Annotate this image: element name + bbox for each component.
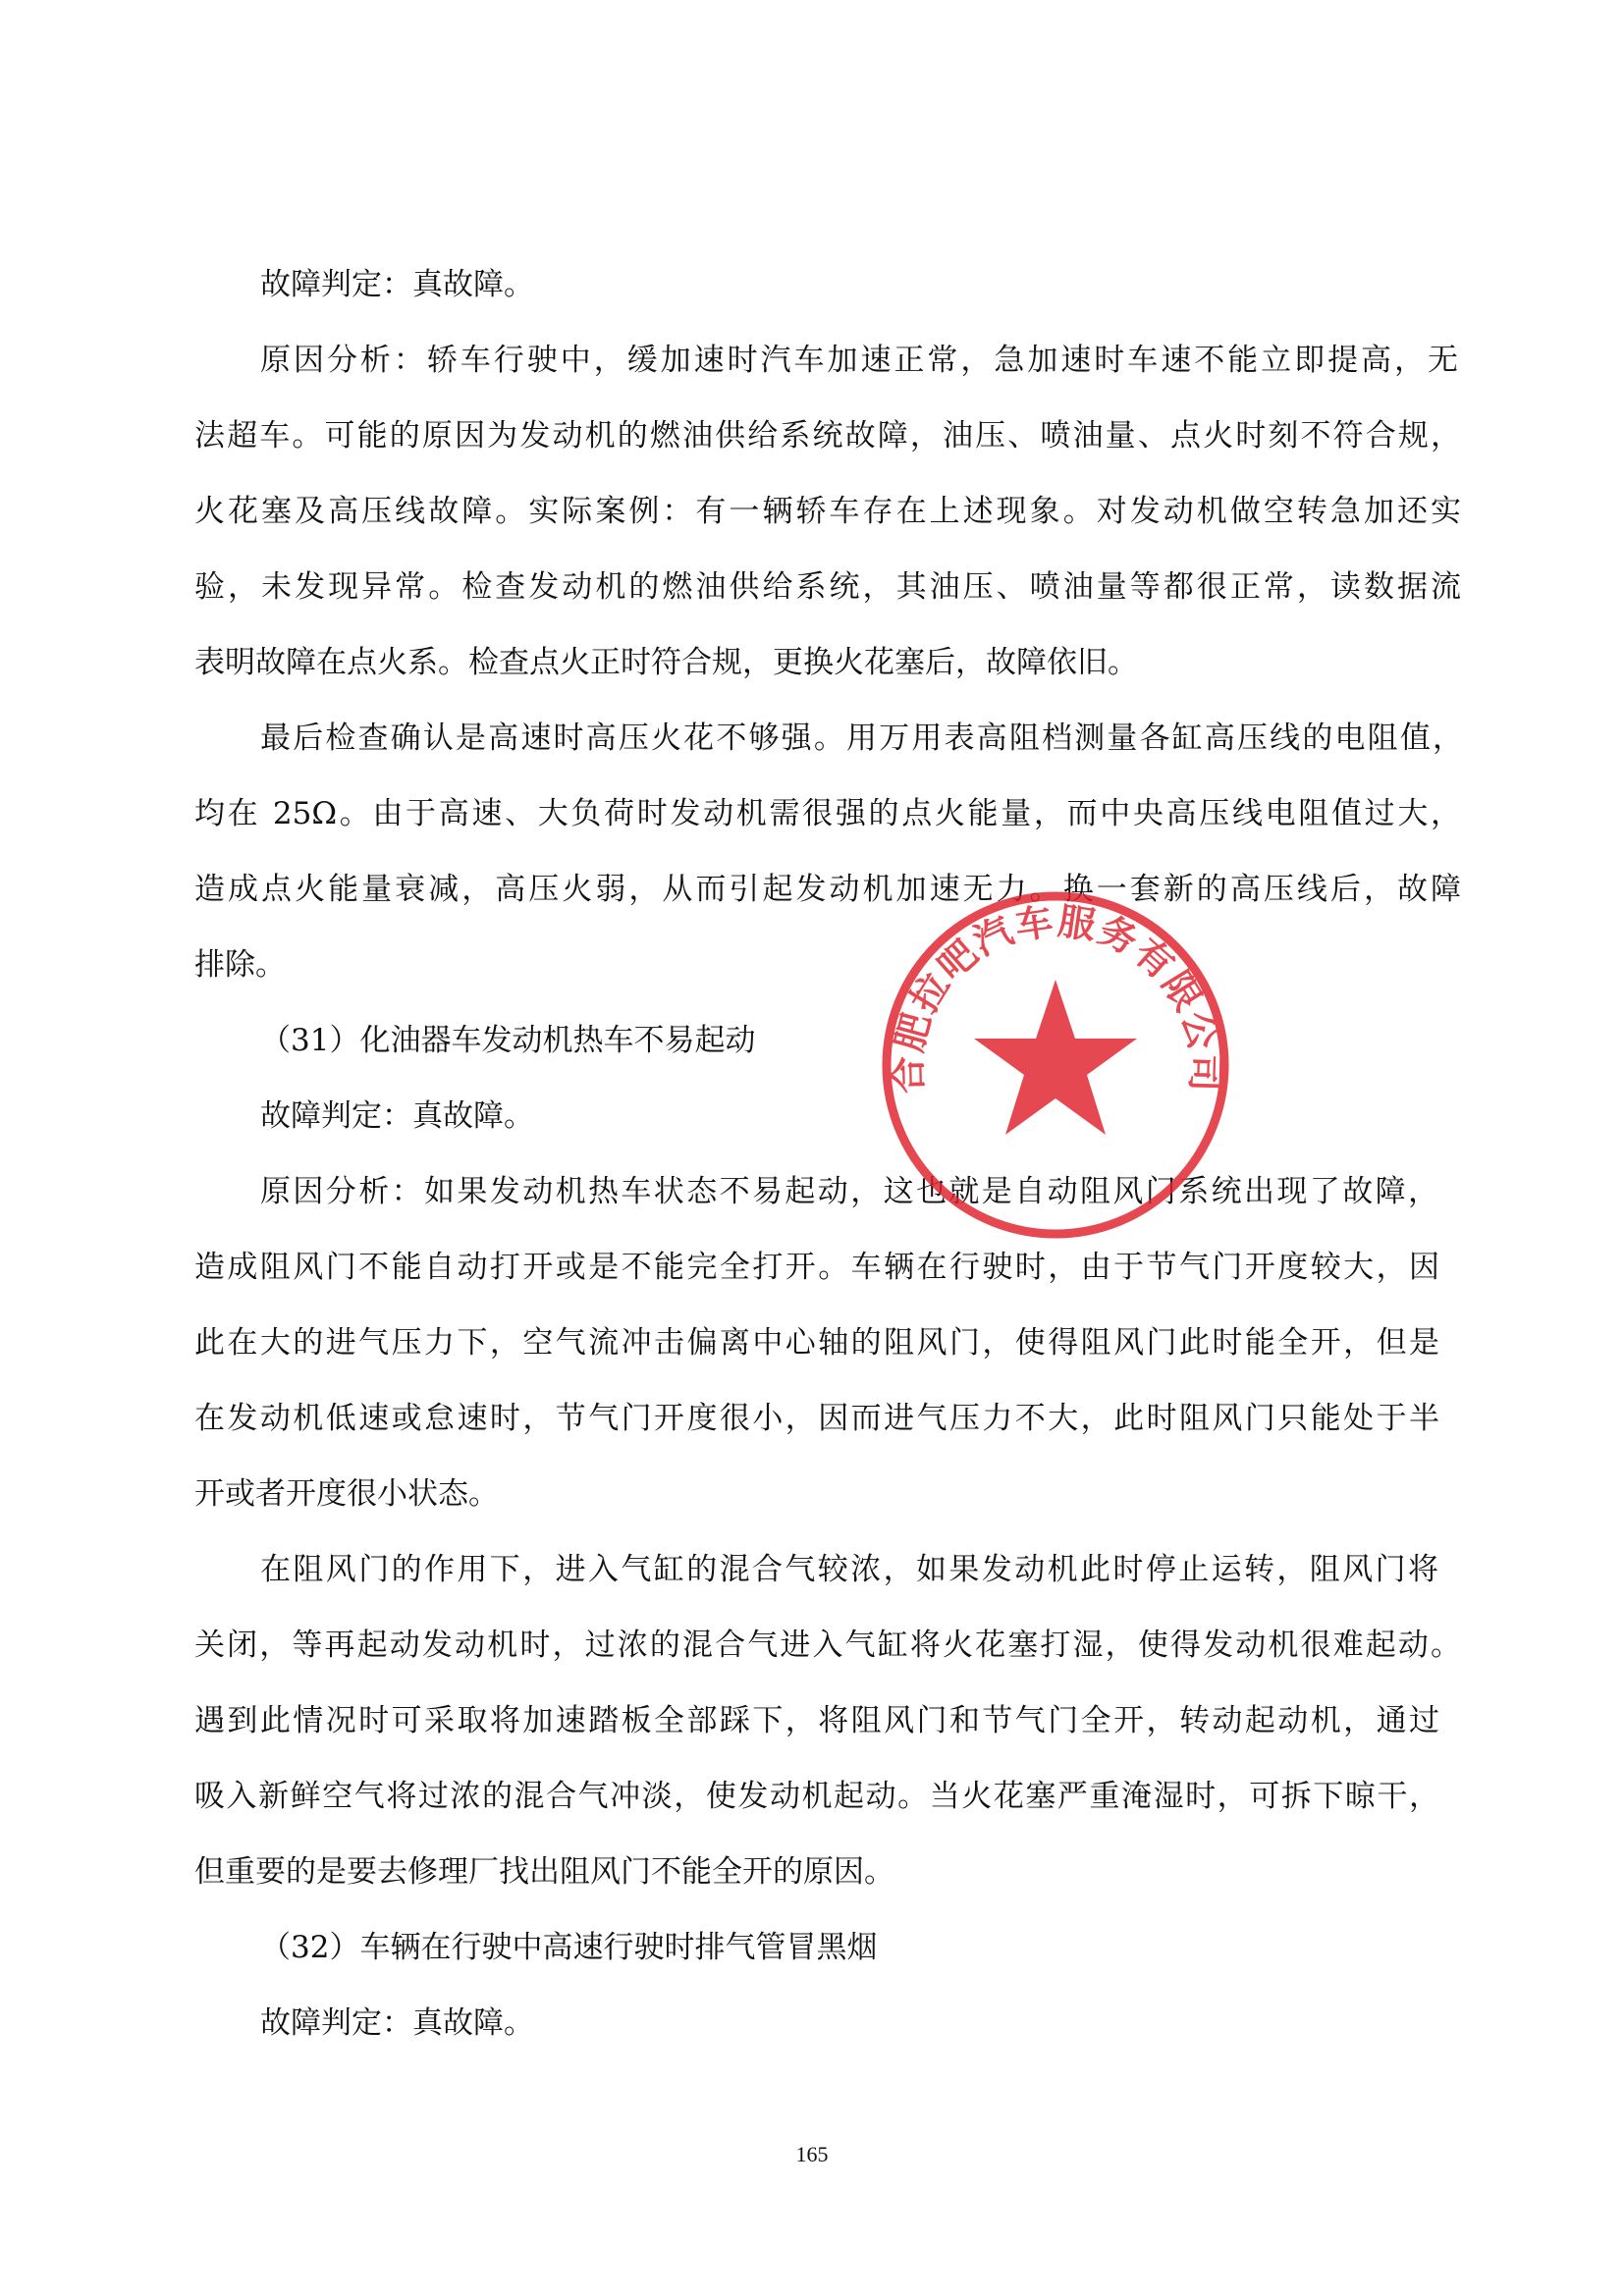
text-line: 开或者开度很小状态。 (194, 1476, 499, 1512)
text-line: 原因分析：轿车行驶中，缓加速时汽车加速正常，急加速时车速不能立即提高，无 (260, 343, 1458, 378)
text-line: 故障判定：真故障。 (260, 267, 534, 302)
text-line: 在发动机低速或怠速时，节气门开度很小，因而进气压力不大，此时阻风门只能处于半 (194, 1401, 1439, 1436)
text-line: 最后检查确认是高速时高压火花不够强。用万用表高阻档测量各缸高压线的电阻值， (260, 721, 1463, 756)
text-line: 遇到此情况时可采取将加速踏板全部踩下，将阻风门和节气门全开，转动起动机，通过 (194, 1703, 1439, 1738)
page-number: 165 (795, 2142, 829, 2166)
text-line: 均在 25Ω。由于高速、大负荷时发动机需很强的点火能量，而中央高压线电阻值过大， (194, 796, 1461, 831)
text-line: 吸入新鲜空气将过浓的混合气冲淡，使发动机起动。当火花塞严重淹湿时，可拆下晾干， (194, 1779, 1439, 1814)
text-line: 但重要的是要去修理厂找出阻风门不能全开的原因。 (194, 1854, 894, 1890)
text-line: 造成阻风门不能自动打开或是不能完全打开。车辆在行驶时，由于节气门开度较大，因 (194, 1250, 1439, 1285)
text-line: 排除。 (194, 947, 286, 983)
text-line: 原因分析：如果发动机热车状态不易起动，这也就是自动阻风门系统出现了故障， (260, 1174, 1438, 1209)
text-line: 法超车。可能的原因为发动机的燃油供给系统故障，油压、喷油量、点火时刻不符合规， (194, 418, 1461, 454)
text-line: 关闭，等再起动发动机时，过浓的混合气进入气缸将火花塞打湿，使得发动机很难起动。 (194, 1628, 1461, 1663)
text-line: 造成点火能量衰减，高压火弱，从而引起发动机加速无力。换一套新的高压线后，故障 (194, 872, 1461, 907)
text-line: 故障判定：真故障。 (260, 2005, 534, 2041)
text-line: 在阻风门的作用下，进入气缸的混合气较浓，如果发动机此时停止运转，阻风门将 (260, 1552, 1438, 1587)
svg-text:合肥拉吧汽车服务有限公司: 合肥拉吧汽车服务有限公司 (886, 899, 1227, 1095)
company-seal-icon (874, 883, 1237, 1247)
section-heading: （31）化油器车发动机热车不易起动 (260, 1023, 756, 1058)
text-line: 表明故障在点火系。检查点火正时符合规，更换火花塞后，故障依旧。 (194, 645, 1138, 680)
text-line: 故障判定：真故障。 (260, 1098, 534, 1134)
text-line: 此在大的进气压力下，空气流冲击偏离中心轴的阻风门，使得阻风门此时能全开，但是 (194, 1325, 1439, 1361)
text-line: 验，未发现异常。检查发动机的燃油供给系统，其油压、喷油量等都很正常，读数据流 (194, 569, 1461, 605)
section-heading: （32）车辆在行驶中高速行驶时排气管冒黑烟 (260, 1930, 878, 1965)
text-line: 火花塞及高压线故障。实际案例：有一辆轿车存在上述现象。对发动机做空转急加还实 (194, 494, 1461, 529)
